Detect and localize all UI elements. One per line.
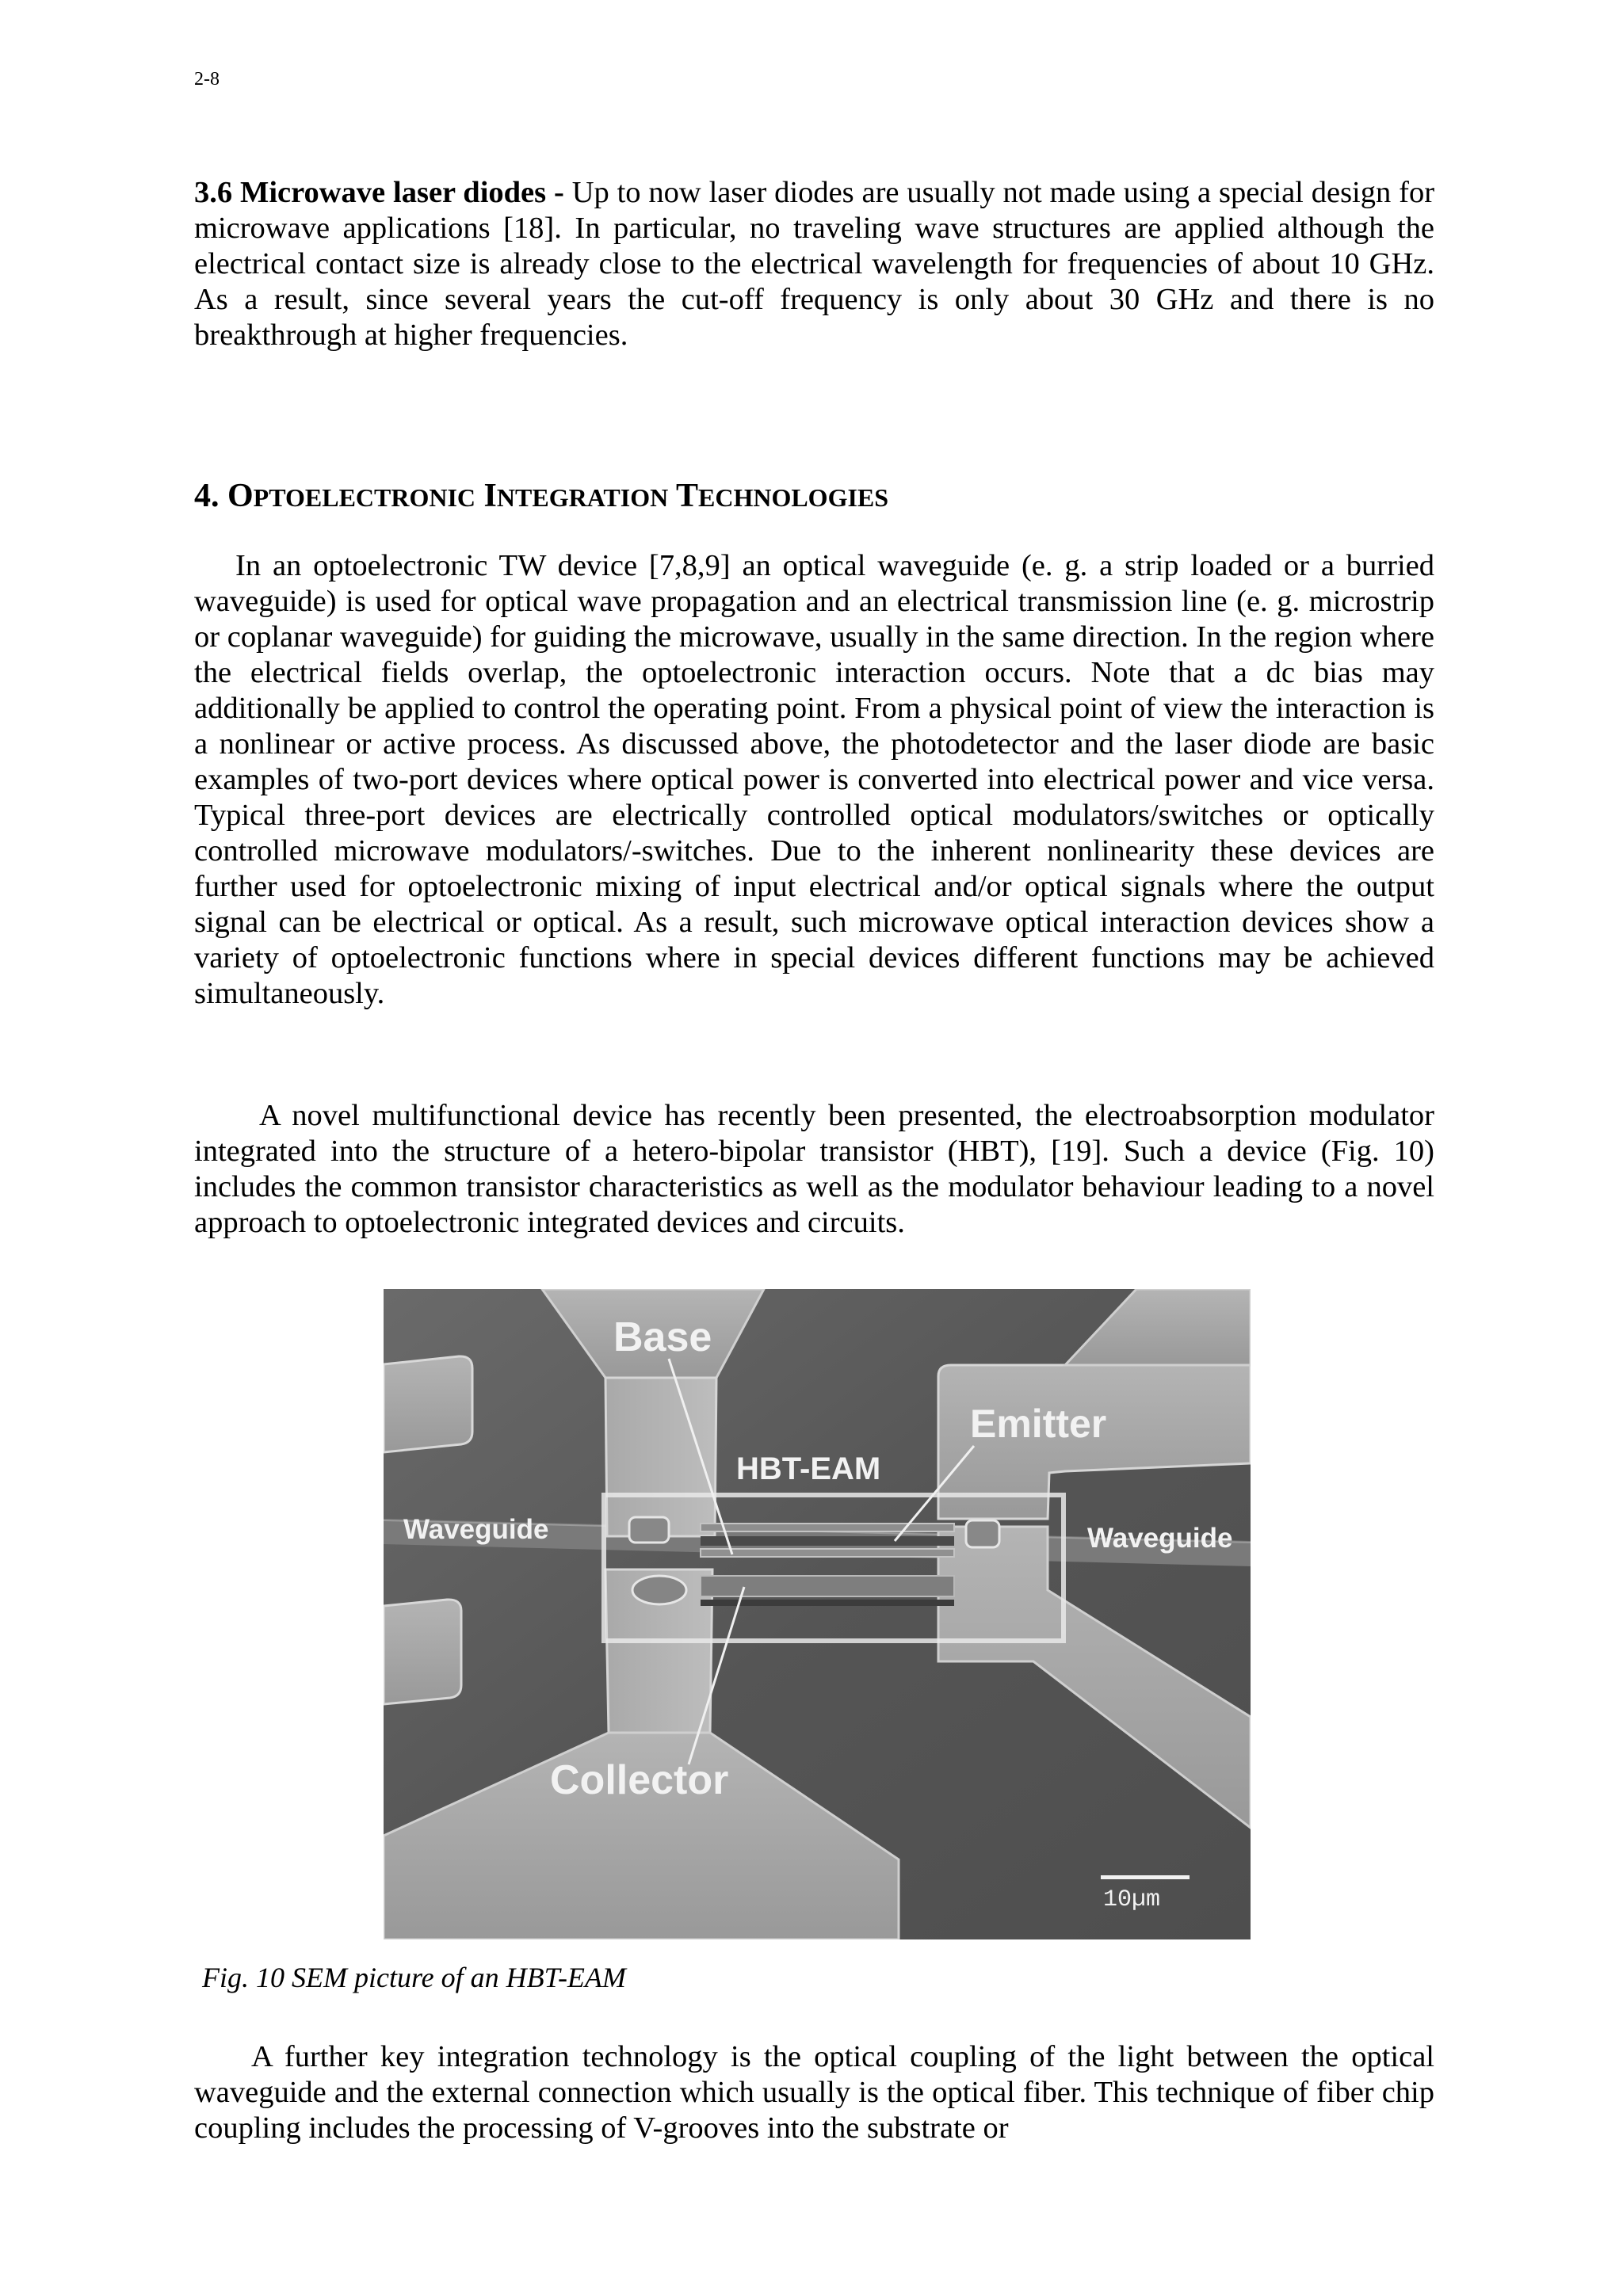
label-emitter: Emitter: [970, 1402, 1107, 1446]
section-4-paragraph-3-block: [194, 2039, 1434, 2146]
section-4-paragraph-2: A novel multifunctional device has recently been presented, the electroabsorption modulator integrated into the structure of a hetero-bipolar transistor (HBT), [19]. Such a device (Fig. 10) includes the common transistor characteristics as well as the modulator behaviour leading to a novel approach to optoelectronic integrated devices and circuits.: [194, 1099, 1434, 1239]
figure-caption: Fig. 10 SEM picture of an HBT-EAM: [202, 1962, 626, 1993]
emitter-via: [966, 1520, 999, 1547]
label-collector: Collector: [550, 1757, 729, 1803]
section-4-paragraph-1-block: [194, 548, 1434, 1012]
section-3-6: [194, 175, 1434, 353]
mesa-strip-mid: [701, 1549, 954, 1557]
section-4-paragraph-1: In an optoelectronic TW device [7,8,9] an optical waveguide (e. g. a strip loaded or a burried waveguide) is used for optical wave propagation and an electrical transmission line (e. g. microstrip or coplanar waveguide) for guiding the microwave, usually in the same direction. In the region where the electrical fields overlap, the optoelectronic interaction occurs. Note that a dc bias may additionally be applied to control the operating point. From a physical point of view the interaction is a nonlinear or active process. As discussed above, the photodetector and the laser diode are basic examples of two-port devices where optical power is converted into electrical power and vice versa. Typical three-port devices are electrically controlled optical modulators/switches or optically controlled microwave modulators/-switches. Due to the inherent nonlinearity these devices are further used for optoelectronic mixing of input electrical and/or optical signals where the output signal can be electrical or optical. As a result, such microwave optical interaction devices show a variety of optoelectronic functions where in special devices different functions may be achieved simultaneously.: [194, 549, 1434, 1010]
label-waveguide-left: Waveguide: [403, 1514, 549, 1545]
section-4-paragraph-3: A further key integration technology is the optical coupling of the light between the optical waveguide and the external connection which usually is the optical fiber. This technique of fiber chip coupling includes the processing of V-grooves into the substrate or: [194, 2040, 1434, 2145]
label-hbt-eam: HBT-EAM: [736, 1451, 881, 1486]
mesa-strip-bottom: [701, 1576, 954, 1596]
section-3-6-paragraph: [194, 175, 1434, 353]
collector-via: [632, 1576, 686, 1604]
sem-figure: [384, 1289, 1251, 1939]
pad-bottom-left: [384, 1600, 461, 1704]
section-3-6-heading: 3.6 Microwave laser diodes -: [194, 176, 564, 209]
label-base: Base: [613, 1314, 712, 1360]
section-3-6-body: Up to now laser diodes are usually not made using a special design for microwave applications [18]. In particular, no traveling wave structures are applied although the electrical contact size is already close to the electrical wavelength for frequencies of about 10 GHz. As a result, since several years the cut-off frequency is only about 30 GHz and there is no breakthrough at higher frequencies.: [194, 176, 1435, 352]
scale-bar: [1101, 1875, 1190, 1879]
base-via: [629, 1517, 669, 1543]
section-4-heading: 4. OPTOELECTRONIC INTEGRATION TECHNOLOGIES: [194, 478, 889, 514]
mesa-gap: [701, 1536, 954, 1546]
label-waveguide-right: Waveguide: [1087, 1523, 1233, 1554]
page-number: 2-8: [194, 69, 220, 90]
sem-image: [384, 1289, 1251, 1939]
pad-top-left: [384, 1356, 472, 1452]
mesa-strip-top: [701, 1524, 954, 1531]
section-4-paragraph-2-block: [194, 1098, 1434, 1241]
scale-label: 10µm: [1103, 1886, 1161, 1913]
